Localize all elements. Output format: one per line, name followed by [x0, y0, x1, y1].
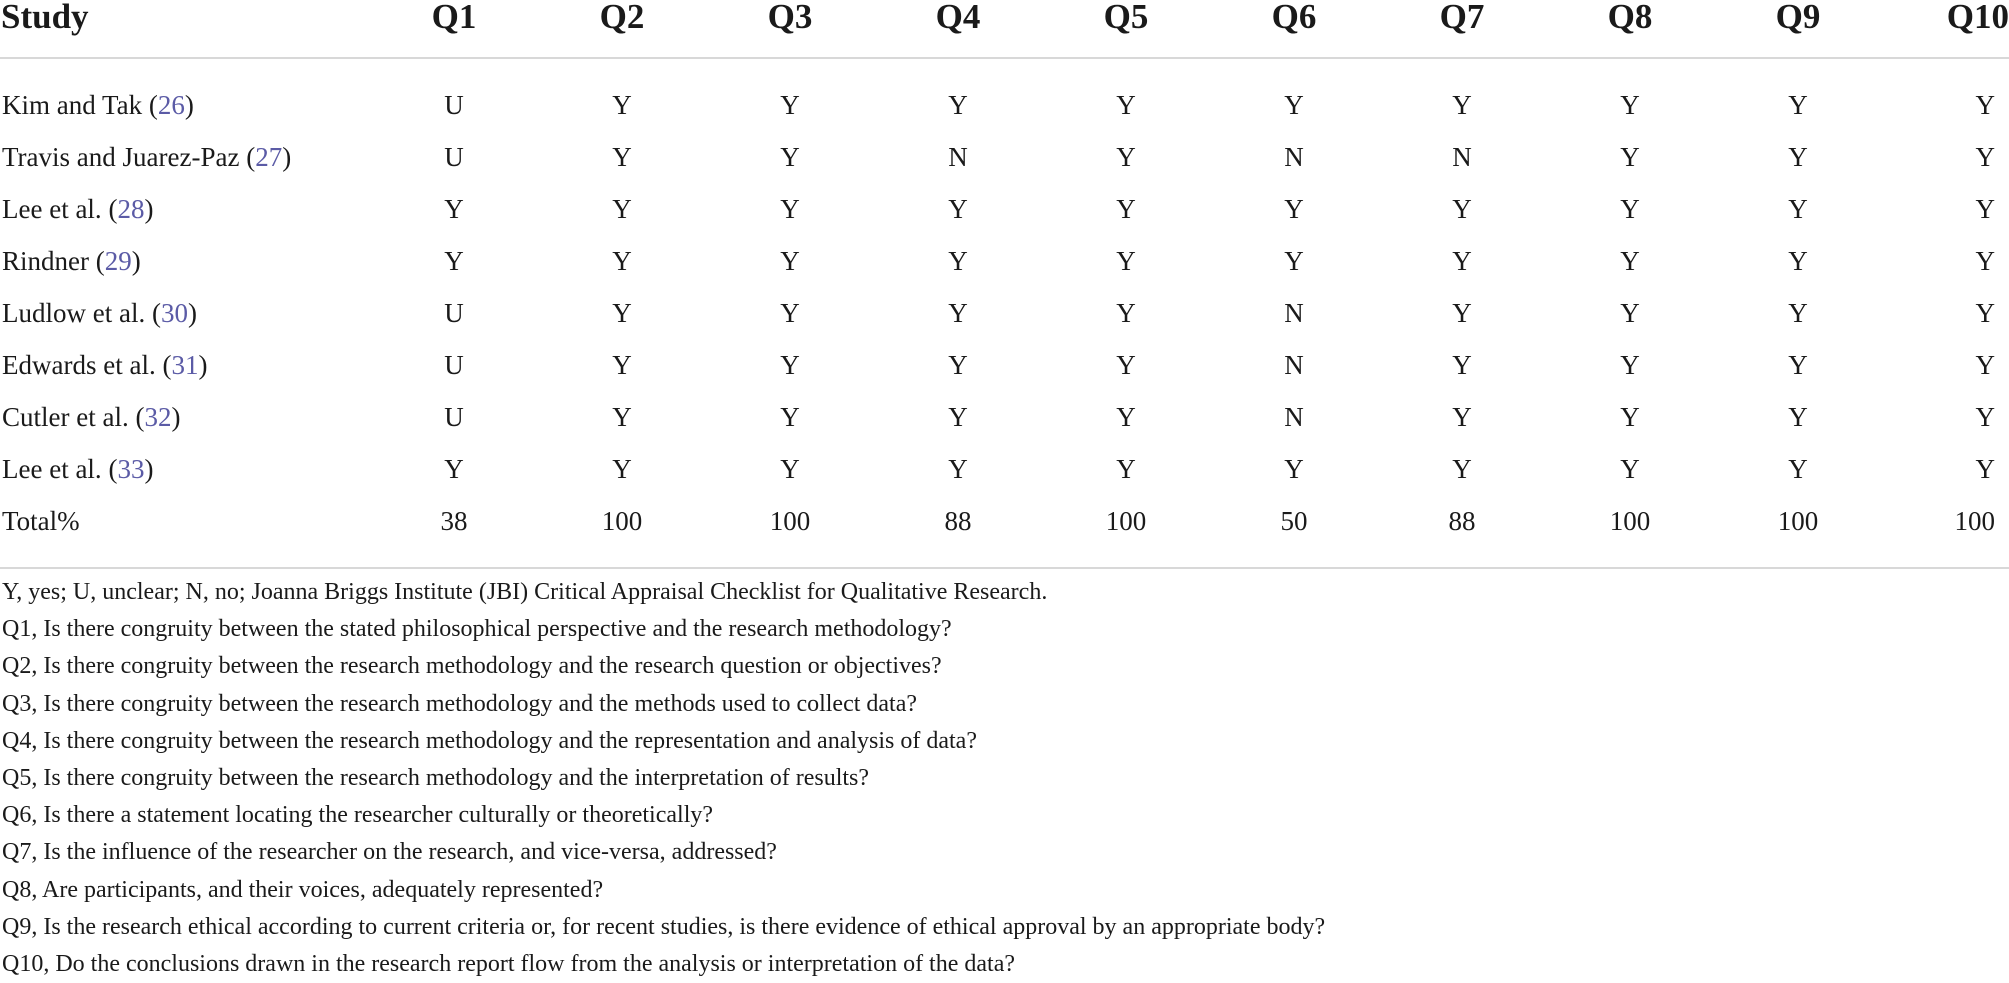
rating-cell-q8: Y [1620, 402, 1640, 432]
rating-cell-q5: Y [1116, 402, 1136, 432]
reference-link[interactable]: 33 [117, 454, 145, 484]
rating-cell-q1: U [444, 142, 464, 172]
rating-cell-q6: N [1284, 402, 1304, 432]
rating-cell-q8: Y [1620, 142, 1640, 172]
rating-cell-q7: Y [1452, 454, 1472, 484]
total-cell-q7: 88 [1378, 495, 1546, 568]
study-name: Cutler et al. [2, 402, 129, 432]
table-row [0, 391, 2009, 443]
rating-cell-q4: Y [948, 194, 968, 224]
study-cell: Travis and Juarez-Paz (27) [2, 142, 292, 172]
column-header-study: Study [0, 0, 370, 58]
rating-cell-q9: Y [1788, 454, 1808, 484]
column-header-q6: Q6 [1210, 0, 1378, 58]
rating-cell-q7: Y [1452, 402, 1472, 432]
rating-cell-q3: Y [780, 90, 800, 120]
rating-cell-q1: U [444, 350, 464, 380]
question-note-q4: Q4, Is there congruity between the research methodology and the representation and analysis of data? [2, 727, 977, 754]
total-cell-q10: 100 [1882, 495, 2009, 568]
rating-cell-q10: Y [1975, 194, 1995, 224]
rating-cell-q4: Y [948, 454, 968, 484]
study-cell: Rindner (29) [2, 246, 141, 276]
rating-cell-q7: Y [1452, 90, 1472, 120]
study-name: Travis and Juarez-Paz [2, 142, 240, 172]
question-note-q1: Q1, Is there congruity between the stated philosophical perspective and the research methodology? [2, 616, 952, 643]
study-name: Ludlow et al. [2, 298, 146, 328]
rating-cell-q10: Y [1975, 90, 1995, 120]
reference-link[interactable]: 30 [160, 298, 188, 328]
rating-cell-q4: Y [948, 402, 968, 432]
rating-cell-q6: N [1284, 350, 1304, 380]
total-cell-q4: 88 [874, 495, 1042, 568]
rating-cell-q7: Y [1452, 246, 1472, 276]
column-header-q1: Q1 [370, 0, 538, 58]
rating-cell-q2: Y [612, 90, 632, 120]
rating-cell-q6: Y [1284, 194, 1304, 224]
rating-cell-q5: Y [1116, 194, 1136, 224]
rating-cell-q2: Y [612, 402, 632, 432]
column-header-q5: Q5 [1042, 0, 1210, 58]
rating-cell-q6: Y [1284, 246, 1304, 276]
table-footnotes [2, 574, 1325, 983]
reference-link[interactable]: 31 [171, 350, 199, 380]
rating-cell-q6: N [1284, 298, 1304, 328]
rating-cell-q9: Y [1788, 402, 1808, 432]
table-row [0, 235, 2009, 287]
reference-link[interactable]: 28 [117, 194, 145, 224]
study-name: Lee et al. [2, 194, 102, 224]
rating-cell-q1: Y [444, 246, 464, 276]
rating-cell-q8: Y [1620, 298, 1640, 328]
column-header-q3: Q3 [706, 0, 874, 58]
rating-cell-q5: Y [1116, 454, 1136, 484]
rating-cell-q10: Y [1975, 298, 1995, 328]
table-row [0, 339, 2009, 391]
rating-cell-q8: Y [1620, 454, 1640, 484]
rating-cell-q9: Y [1788, 90, 1808, 120]
question-note-q9: Q9, Is the research ethical according to current criteria or, for recent studies, is there evidence of ethical approval by an appropriate body? [2, 913, 1326, 940]
rating-cell-q2: Y [612, 454, 632, 484]
rating-cell-q8: Y [1620, 350, 1640, 380]
study-cell: Kim and Tak (26) [2, 90, 194, 120]
total-cell-q1: 38 [370, 495, 538, 568]
rating-cell-q9: Y [1788, 246, 1808, 276]
rating-cell-q10: Y [1975, 246, 1995, 276]
rating-cell-q5: Y [1116, 350, 1136, 380]
rating-cell-q7: N [1452, 142, 1472, 172]
total-cell-q6: 50 [1210, 495, 1378, 568]
rating-cell-q8: Y [1620, 246, 1640, 276]
column-header-q2: Q2 [538, 0, 706, 58]
rating-cell-q9: Y [1788, 142, 1808, 172]
header-row [0, 0, 2009, 58]
table-row [0, 131, 2009, 183]
rating-cell-q3: Y [780, 454, 800, 484]
rating-cell-q8: Y [1620, 90, 1640, 120]
study-cell: Lee et al. (33) [2, 454, 154, 484]
study-cell: Ludlow et al. (30) [2, 298, 197, 328]
study-cell: Lee et al. (28) [2, 194, 154, 224]
rating-cell-q4: Y [948, 90, 968, 120]
question-note-q7: Q7, Is the influence of the researcher on the research, and vice-versa, addressed? [2, 839, 777, 866]
rating-cell-q5: Y [1116, 90, 1136, 120]
rating-cell-q7: Y [1452, 194, 1472, 224]
question-note-q5: Q5, Is there congruity between the research methodology and the interpretation of results? [2, 765, 870, 792]
rating-cell-q3: Y [780, 246, 800, 276]
rating-cell-q8: Y [1620, 194, 1640, 224]
rating-cell-q2: Y [612, 246, 632, 276]
rating-cell-q1: U [444, 90, 464, 120]
table-row [0, 443, 2009, 495]
rating-cell-q4: Y [948, 246, 968, 276]
question-note-q2: Q2, Is there congruity between the research methodology and the research question or objectives? [2, 653, 942, 680]
question-note-q3: Q3, Is there congruity between the research methodology and the methods used to collect data? [2, 690, 918, 717]
column-header-q4: Q4 [874, 0, 1042, 58]
total-cell-q5: 100 [1042, 495, 1210, 568]
study-name: Rindner [2, 246, 89, 276]
table-body [0, 58, 2009, 568]
question-note-q10: Q10, Do the conclusions drawn in the research report flow from the analysis or interpretation of the data? [2, 951, 1016, 978]
reference-link[interactable]: 29 [104, 246, 132, 276]
rating-cell-q9: Y [1788, 350, 1808, 380]
rating-cell-q2: Y [612, 194, 632, 224]
study-name: Kim and Tak [2, 90, 143, 120]
rating-cell-q3: Y [780, 298, 800, 328]
total-cell-q3: 100 [706, 495, 874, 568]
total-label: Total% [0, 495, 370, 568]
reference-link[interactable]: 27 [255, 142, 283, 172]
rating-cell-q2: Y [612, 142, 632, 172]
rating-cell-q3: Y [780, 350, 800, 380]
rating-cell-q3: Y [780, 142, 800, 172]
rating-cell-q10: Y [1975, 454, 1995, 484]
rating-cell-q9: Y [1788, 194, 1808, 224]
rating-cell-q6: N [1284, 142, 1304, 172]
rating-cell-q1: U [444, 402, 464, 432]
rating-cell-q2: Y [612, 350, 632, 380]
rating-cell-q3: Y [780, 194, 800, 224]
column-header-q8: Q8 [1546, 0, 1714, 58]
rating-cell-q10: Y [1975, 350, 1995, 380]
rating-cell-q4: N [948, 142, 968, 172]
table-row [0, 183, 2009, 235]
total-cell-q8: 100 [1546, 495, 1714, 568]
rating-cell-q9: Y [1788, 298, 1808, 328]
legend-note: Y, yes; U, unclear; N, no; Joanna Briggs Institute (JBI) Critical Appraisal Checklist for Qualitative Research. [2, 579, 1048, 605]
rating-cell-q1: Y [444, 454, 464, 484]
question-note-q6: Q6, Is there a statement locating the researcher culturally or theoretically? [2, 802, 714, 829]
rating-cell-q5: Y [1116, 246, 1136, 276]
reference-link[interactable]: 26 [157, 90, 185, 120]
rating-cell-q1: Y [444, 194, 464, 224]
column-header-q7: Q7 [1378, 0, 1546, 58]
rating-cell-q10: Y [1975, 142, 1995, 172]
study-name: Lee et al. [2, 454, 102, 484]
study-cell: Cutler et al. (32) [2, 402, 181, 432]
rating-cell-q6: Y [1284, 90, 1304, 120]
table-row [0, 58, 2009, 131]
rating-cell-q10: Y [1975, 402, 1995, 432]
column-header-q10: Q10 [1882, 0, 2009, 58]
table-row [0, 287, 2009, 339]
rating-cell-q5: Y [1116, 298, 1136, 328]
column-header-q9: Q9 [1714, 0, 1882, 58]
rating-cell-q7: Y [1452, 298, 1472, 328]
rating-cell-q2: Y [612, 298, 632, 328]
rating-cell-q1: U [444, 298, 464, 328]
rating-cell-q7: Y [1452, 350, 1472, 380]
question-note-q8: Q8, Are participants, and their voices, adequately represented? [2, 876, 604, 903]
rating-cell-q3: Y [780, 402, 800, 432]
study-name: Edwards et al. [2, 350, 156, 380]
total-row [0, 495, 2009, 568]
rating-cell-q6: Y [1284, 454, 1304, 484]
reference-link[interactable]: 32 [144, 402, 172, 432]
total-cell-q9: 100 [1714, 495, 1882, 568]
rating-cell-q5: Y [1116, 142, 1136, 172]
rating-cell-q4: Y [948, 350, 968, 380]
total-cell-q2: 100 [538, 495, 706, 568]
table-header [0, 0, 2009, 58]
rating-cell-q4: Y [948, 298, 968, 328]
study-cell: Edwards et al. (31) [2, 350, 208, 380]
